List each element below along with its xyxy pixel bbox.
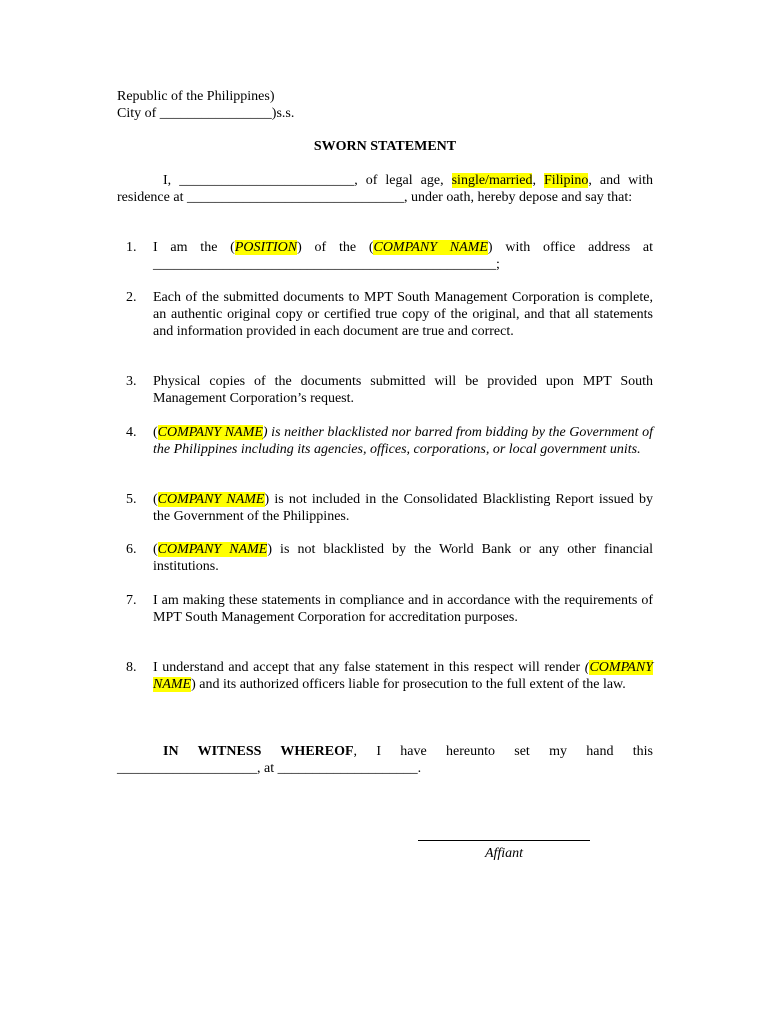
- list-item: 2. Each of the submitted documents to MPT South Management Corporation is complete, an authentic original copy or certified true copy of the original, and that all statements and information provided in each document are true and correct.: [126, 290, 653, 339]
- venue-header: [117, 88, 653, 122]
- intro-paragraph: I, _________________________, of legal age, single/married, Filipino, and with residence at _______________________________, under oath, hereby depose and say that:: [117, 173, 654, 205]
- residence-blank: _______________________________: [186, 190, 404, 205]
- document-title: SWORN STATEMENT: [313, 139, 457, 154]
- highlight-nationality: Filipino: [544, 173, 589, 188]
- venue-line-republic: Republic of the Philippines): [117, 89, 275, 104]
- highlight-company-name: COMPANY NAME: [153, 660, 653, 692]
- highlight-company-name: COMPANY NAME: [373, 240, 488, 255]
- list-item: 8. I understand and accept that any false statement in this respect will render (COMPANY NAME) and its authorized officers liable for prosecution to the full extent of the law.: [126, 660, 653, 692]
- list-item: 5. (COMPANY NAME) is not included in the Consolidated Blacklisting Report issued by the Government of the Philippines.: [126, 492, 653, 524]
- list-item: 3. Physical copies of the documents submitted will be provided upon MPT South Management Corporation’s request.: [126, 374, 653, 406]
- affiant-label: Affiant: [484, 846, 524, 861]
- highlight-civil-status: single/married: [451, 173, 533, 188]
- name-blank: _________________________: [179, 173, 355, 188]
- list-item: 4. (COMPANY NAME) is neither blacklisted nor barred from bidding by the Government of the Philippines including its agencies, offices, corporations, or local government units.: [126, 425, 653, 457]
- highlight-position: POSITION: [234, 240, 298, 255]
- list-item: 1. I am the (POSITION) of the (COMPANY NAME) with office address at _________________________________________________;: [126, 240, 654, 272]
- list-item: 6. (COMPANY NAME) is not blacklisted by the World Bank or any other financial institutions.: [126, 542, 654, 574]
- signature-line: [418, 840, 590, 841]
- city-blank: ________________: [159, 106, 272, 121]
- venue-line-city: City of ________________)s.s.: [117, 106, 295, 121]
- place-blank: ____________________: [277, 761, 418, 776]
- witness-clause: IN WITNESS WHEREOF, I have hereunto set my hand this ____________________, at ____________________.: [117, 744, 653, 776]
- highlight-company-name: COMPANY NAME: [157, 542, 268, 557]
- date-blank: ____________________: [117, 761, 257, 776]
- office-address-blank: _________________________________________________: [153, 257, 496, 272]
- list-item: 7. I am making these statements in compliance and in accordance with the requirements of MPT South Management Corporation for accreditation purposes.: [126, 593, 653, 625]
- highlight-company-name: COMPANY NAME: [157, 492, 265, 507]
- highlight-company-name: COMPANY NAME: [157, 425, 263, 440]
